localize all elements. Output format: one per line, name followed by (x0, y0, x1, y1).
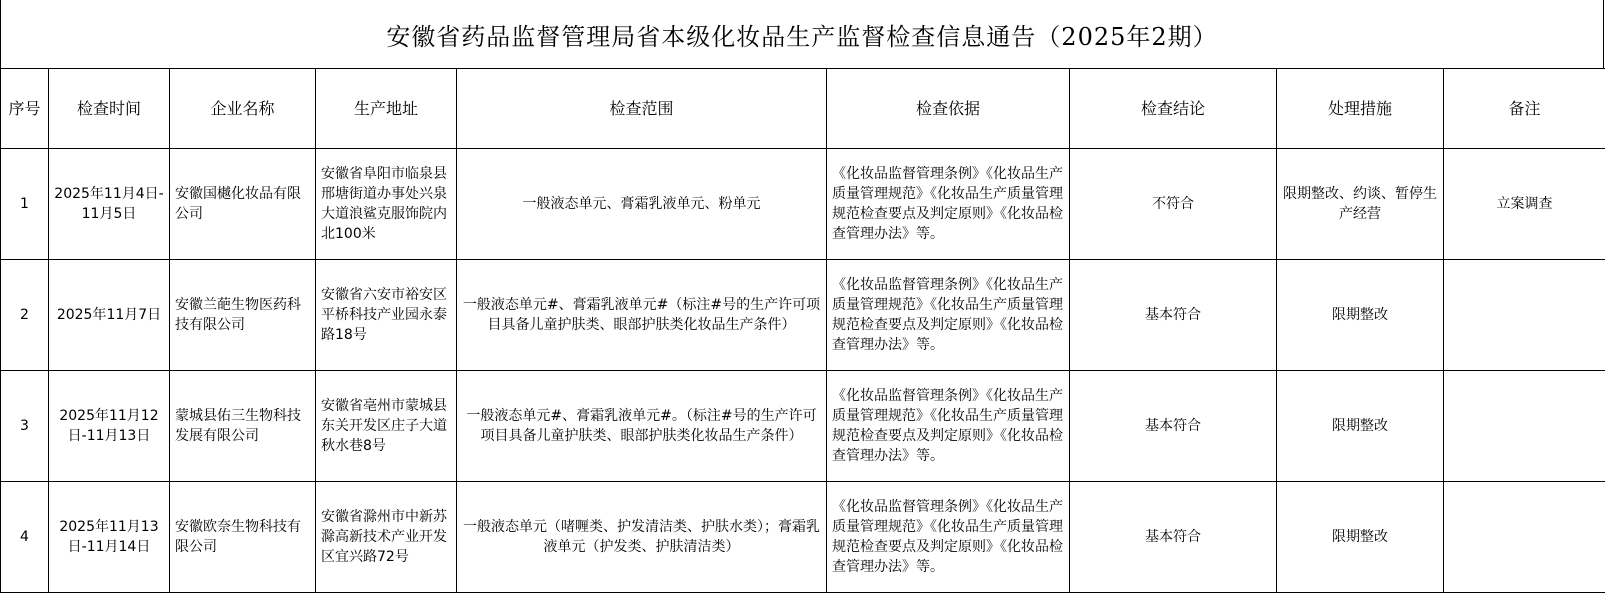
header-measures: 处理措施 (1277, 69, 1444, 149)
table-row (1, 371, 1605, 482)
cell-remarks (1444, 371, 1605, 482)
table-row (1, 260, 1605, 371)
header-basis: 检查依据 (827, 69, 1070, 149)
header-time: 检查时间 (49, 69, 170, 149)
cell-scope: 一般液态单元#、膏霜乳液单元#。（标注#号的生产许可项目具备儿童护肤类、眼部护肤类化妆品生产条件） (457, 371, 827, 482)
inspection-table (0, 68, 1605, 593)
cell-company: 安徽兰葩生物医药科技有限公司 (170, 260, 316, 371)
table-row (1, 149, 1605, 260)
cell-remarks: 立案调查 (1444, 149, 1605, 260)
cell-time: 2025年11月4日-11月5日 (49, 149, 170, 260)
page-title: 安徽省药品监督管理局省本级化妆品生产监督检查信息通告（2025年2期） (386, 22, 1218, 51)
cell-company: 蒙城县佑三生物科技发展有限公司 (170, 371, 316, 482)
cell-company: 安徽欧奈生物科技有限公司 (170, 482, 316, 593)
cell-basis: 《化妆品监督管理条例》《化妆品生产质量管理规范》《化妆品生产质量管理规范检查要点及判定原则》《化妆品检查管理办法》等。 (827, 371, 1070, 482)
cell-conclusion: 不符合 (1070, 149, 1277, 260)
header-row (1, 69, 1605, 149)
table-row (1, 482, 1605, 593)
header-scope: 检查范围 (457, 69, 827, 149)
cell-no: 3 (1, 371, 49, 482)
cell-basis: 《化妆品监督管理条例》《化妆品生产质量管理规范》《化妆品生产质量管理规范检查要点及判定原则》《化妆品检查管理办法》等。 (827, 149, 1070, 260)
header-remarks: 备注 (1444, 69, 1605, 149)
cell-address: 安徽省滁州市中新苏滁高新技术产业开发区宜兴路72号 (316, 482, 457, 593)
cell-no: 4 (1, 482, 49, 593)
cell-conclusion: 基本符合 (1070, 260, 1277, 371)
cell-basis: 《化妆品监督管理条例》《化妆品生产质量管理规范》《化妆品生产质量管理规范检查要点及判定原则》《化妆品检查管理办法》等。 (827, 482, 1070, 593)
cell-scope: 一般液态单元（啫喱类、护发清洁类、护肤水类）；膏霜乳液单元（护发类、护肤清洁类） (457, 482, 827, 593)
title-row (0, 0, 1604, 69)
cell-scope: 一般液态单元#、膏霜乳液单元#（标注#号的生产许可项目具备儿童护肤类、眼部护肤类化妆品生产条件） (457, 260, 827, 371)
cell-address: 安徽省亳州市蒙城县东关开发区庄子大道秋水巷8号 (316, 371, 457, 482)
cell-measures: 限期整改 (1277, 371, 1444, 482)
cell-scope: 一般液态单元、膏霜乳液单元、粉单元 (457, 149, 827, 260)
header-address: 生产地址 (316, 69, 457, 149)
header-conclusion: 检查结论 (1070, 69, 1277, 149)
cell-no: 1 (1, 149, 49, 260)
cell-time: 2025年11月7日 (49, 260, 170, 371)
cell-address: 安徽省阜阳市临泉县邢塘街道办事处兴泉大道浪鲨克服饰院内北100米 (316, 149, 457, 260)
cell-remarks (1444, 260, 1605, 371)
cell-basis: 《化妆品监督管理条例》《化妆品生产质量管理规范》《化妆品生产质量管理规范检查要点及判定原则》《化妆品检查管理办法》等。 (827, 260, 1070, 371)
header-no: 序号 (1, 69, 49, 149)
cell-address: 安徽省六安市裕安区平桥科技产业园永泰路18号 (316, 260, 457, 371)
cell-measures: 限期整改、约谈、暂停生产经营 (1277, 149, 1444, 260)
cell-no: 2 (1, 260, 49, 371)
cell-company: 安徽国樾化妆品有限公司 (170, 149, 316, 260)
cell-time: 2025年11月13日-11月14日 (49, 482, 170, 593)
cell-measures: 限期整改 (1277, 260, 1444, 371)
cell-measures: 限期整改 (1277, 482, 1444, 593)
cell-conclusion: 基本符合 (1070, 482, 1277, 593)
header-company: 企业名称 (170, 69, 316, 149)
cell-time: 2025年11月12日-11月13日 (49, 371, 170, 482)
cell-remarks (1444, 482, 1605, 593)
cell-conclusion: 基本符合 (1070, 371, 1277, 482)
